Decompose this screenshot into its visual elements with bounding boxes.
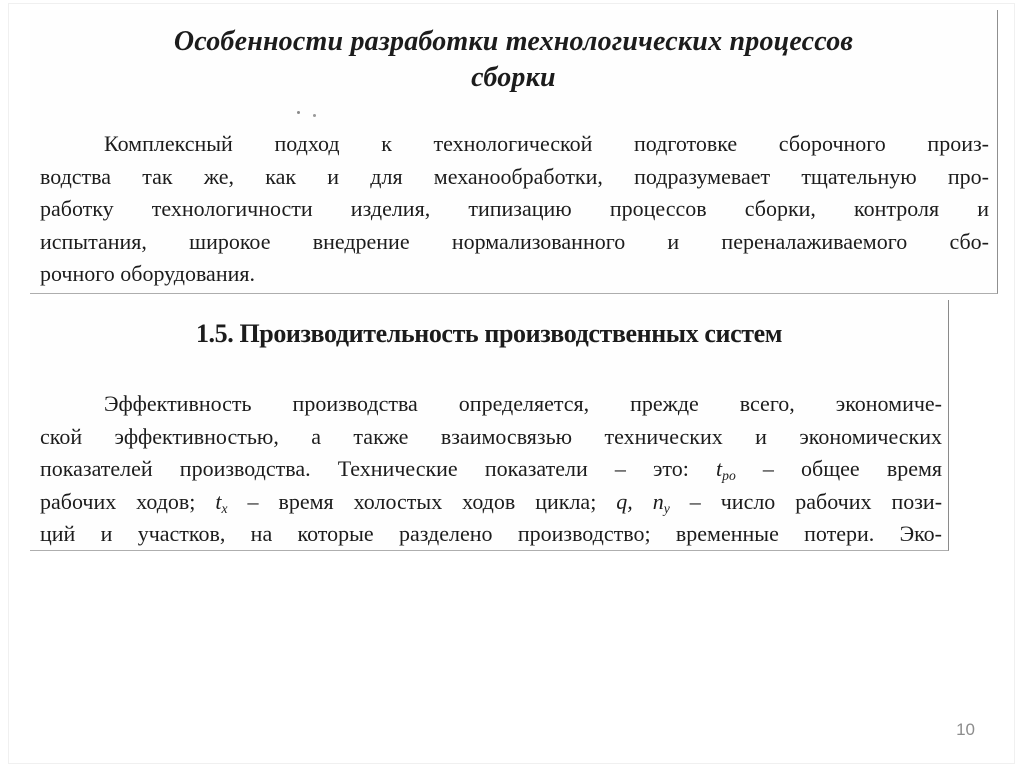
text-line: рабочих ходов; $t_x$ – время холостых ходов цикла; q, $n_y$ – число рабочих пози- (40, 488, 943, 516)
text-line: Эффективность производства определяется, прежде всего, экономиче- (104, 391, 942, 416)
scan-block-assembly-processes (30, 10, 998, 294)
scan-title-line1: Особенности разработки технологических процессов (173, 26, 854, 57)
paragraph-assembly-preparation (40, 128, 989, 291)
scan-speck (297, 111, 300, 114)
paragraph-production-efficiency (40, 388, 942, 551)
text-line: ской эффективностью, а также взаимосвязью технических и экономических (40, 423, 942, 449)
text-line: ций и участков, на которые разделено производство; временные потери. Эко- (40, 521, 942, 547)
text-line: показателей производства. Технические показатели – это: $t_{po}$ – общее время (40, 456, 943, 483)
text-line: Комплексный подход к технологической подготовке сборочного произ- (104, 131, 989, 156)
scan-block-productivity (30, 300, 949, 551)
scan-title-line2: сборки (471, 62, 556, 93)
page-number: 10 (956, 720, 975, 739)
text-line: работку технологичности изделия, типизацию процессов сборки, контроля и (40, 196, 989, 222)
section-heading: 1.5. Производительность производственных систем (195, 319, 783, 348)
text-line: рочного оборудования. (40, 261, 255, 287)
text-line: испытания, широкое внедрение нормализованного и переналаживаемого сбо- (40, 228, 989, 254)
scan-title (30, 24, 997, 96)
text-line: водства так же, как и для механообработки, подразумевает тщательную про- (40, 163, 989, 189)
